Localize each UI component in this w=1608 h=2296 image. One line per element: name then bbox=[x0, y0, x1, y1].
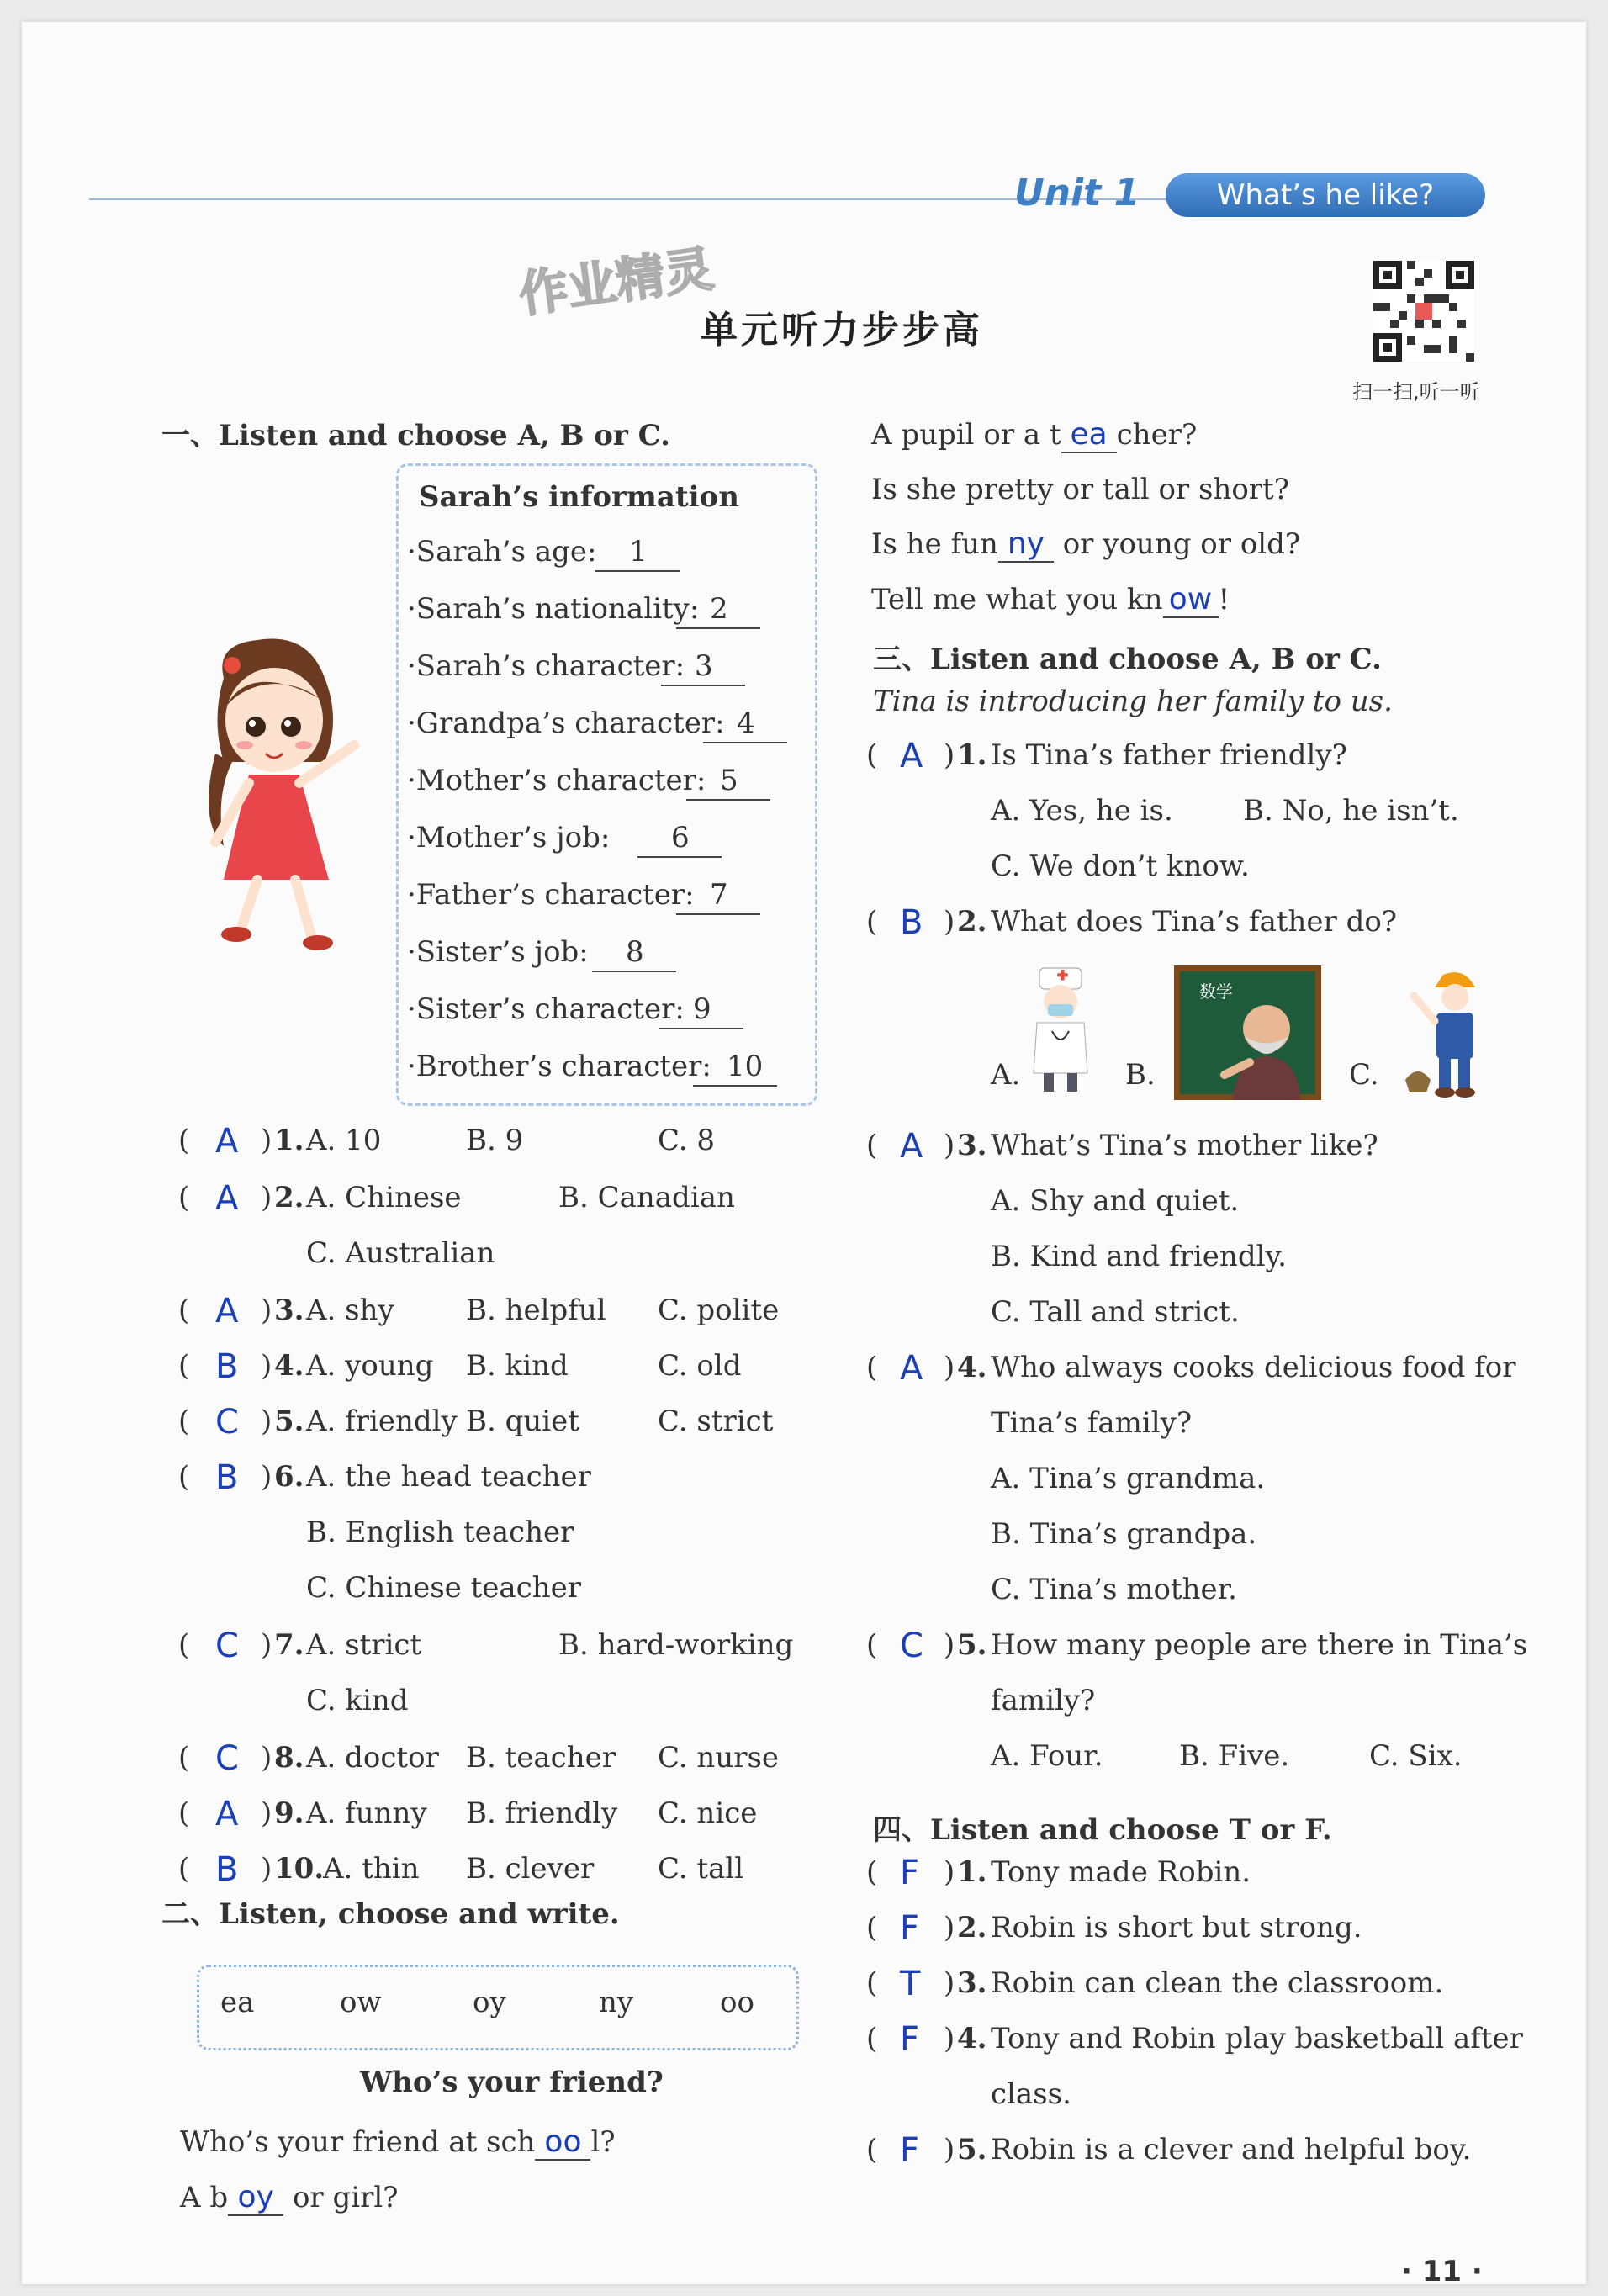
option-a: A. doctor bbox=[306, 1741, 439, 1775]
paren-open: ( bbox=[866, 738, 878, 772]
paren-open: ( bbox=[178, 1124, 190, 1157]
poem-line-text: l? bbox=[590, 2125, 616, 2159]
qr-caption: 扫一扫,听一听 bbox=[1352, 380, 1480, 404]
paren-open: ( bbox=[178, 1405, 190, 1438]
paren-open: ( bbox=[178, 1349, 190, 1383]
question-text: How many people are there in Tina’s bbox=[991, 1628, 1528, 1662]
question-text: Is Tina’s father friendly? bbox=[991, 738, 1347, 772]
info-number: 3 bbox=[695, 649, 713, 683]
paren-close: ) bbox=[261, 1852, 272, 1886]
answer-mark[interactable]: F bbox=[900, 1909, 920, 1948]
question-number: 7. bbox=[274, 1628, 304, 1662]
poem-fill-blank[interactable]: ow bbox=[1163, 582, 1219, 618]
question-number: 1. bbox=[957, 738, 987, 772]
poem-line-text: Tell me what you kn bbox=[871, 583, 1163, 616]
poem-fill-blank[interactable]: ea bbox=[1061, 417, 1117, 453]
option-b: B. 9 bbox=[466, 1124, 524, 1157]
option-b: B. kind bbox=[466, 1349, 569, 1383]
info-label: ·Sister’s character: bbox=[407, 992, 685, 1026]
info-blank[interactable] bbox=[686, 799, 770, 801]
section2-title: 二、Listen, choose and write. bbox=[161, 1897, 620, 1931]
answer-mark[interactable]: F bbox=[900, 2131, 920, 2170]
question-number: 2. bbox=[957, 1911, 987, 1944]
option-a: A. friendly bbox=[306, 1405, 458, 1438]
info-label: ·Brother’s character: bbox=[407, 1050, 711, 1083]
word-bank-item: oo bbox=[720, 1986, 754, 2019]
question-number: 8. bbox=[274, 1741, 304, 1775]
unit-subtitle-pill: What’s he like? bbox=[1166, 173, 1485, 217]
blackboard-text: 数学 bbox=[1199, 981, 1233, 1002]
section3-title: 三、Listen and choose A, B or C. bbox=[873, 643, 1382, 676]
question-number: 2. bbox=[274, 1181, 304, 1214]
paren-close: ) bbox=[944, 738, 955, 772]
question-text: Robin is a clever and helpful boy. bbox=[991, 2133, 1472, 2166]
question-number: 9. bbox=[274, 1796, 304, 1830]
option-a: A. funny bbox=[306, 1796, 427, 1830]
poem-line-text: cher? bbox=[1116, 418, 1198, 452]
info-number: 2 bbox=[710, 592, 728, 626]
option-b: B. Canadian bbox=[558, 1181, 735, 1214]
option-c: C. polite bbox=[658, 1293, 780, 1327]
option-c: C. nurse bbox=[658, 1741, 780, 1775]
question-text-cont: family? bbox=[991, 1684, 1096, 1717]
answer-mark[interactable]: F bbox=[900, 2020, 920, 2059]
answer-mark[interactable]: A bbox=[900, 1349, 923, 1388]
info-number: 5 bbox=[720, 764, 738, 797]
paren-close: ) bbox=[944, 1351, 955, 1384]
option: A. Tina’s grandma. bbox=[991, 1462, 1266, 1495]
answer-mark[interactable]: A bbox=[215, 1122, 239, 1161]
answer-mark[interactable]: A bbox=[900, 737, 923, 775]
info-number: 8 bbox=[626, 935, 644, 969]
info-label: ·Grandpa’s character: bbox=[407, 706, 725, 740]
question-number: 1. bbox=[957, 1855, 987, 1889]
answer-mark[interactable]: A bbox=[900, 1127, 923, 1166]
question-text: Robin can clean the classroom. bbox=[991, 1966, 1444, 2000]
option-c: C. Australian bbox=[306, 1236, 495, 1270]
question-number: 3. bbox=[957, 1129, 987, 1162]
paren-open: ( bbox=[866, 905, 878, 939]
paren-open: ( bbox=[866, 1966, 878, 2000]
info-blank[interactable] bbox=[661, 685, 745, 686]
option: B. Kind and friendly. bbox=[991, 1240, 1287, 1273]
option-c: C. 8 bbox=[658, 1124, 716, 1157]
worker-picture bbox=[1401, 962, 1494, 1101]
paren-open: ( bbox=[178, 1852, 190, 1886]
option-a: A. thin bbox=[323, 1852, 420, 1886]
question-number: 5. bbox=[957, 2133, 987, 2166]
info-blank[interactable] bbox=[703, 742, 787, 743]
info-label: ·Father’s character: bbox=[407, 878, 695, 912]
poem-line-text: or girl? bbox=[283, 2181, 399, 2214]
info-label: ·Sarah’s nationality: bbox=[407, 592, 700, 626]
option: A. Yes, he is. bbox=[991, 794, 1173, 828]
option-c: C. old bbox=[658, 1349, 742, 1383]
poem-line-text: Is she pretty or tall or short? bbox=[871, 473, 1289, 506]
question-number: 4. bbox=[274, 1349, 304, 1383]
info-box-title: Sarah’s information bbox=[419, 480, 739, 514]
answer-mark[interactable]: T bbox=[900, 1965, 921, 2003]
word-bank-item: oy bbox=[473, 1986, 506, 2019]
option: C. Tina’s mother. bbox=[991, 1573, 1237, 1606]
option: C. Tall and strict. bbox=[991, 1295, 1240, 1329]
option-a: A. 10 bbox=[306, 1124, 382, 1157]
poem-line-text: A pupil or a t bbox=[871, 418, 1061, 452]
word-bank-item: ea bbox=[220, 1986, 255, 2019]
info-number: 6 bbox=[671, 821, 690, 854]
unit-label: Unit 1 bbox=[1014, 172, 1140, 214]
section3-intro: Tina is introducing her family to us. bbox=[873, 685, 1393, 718]
paren-close: ) bbox=[261, 1124, 272, 1157]
answer-mark[interactable]: B bbox=[215, 1850, 239, 1889]
option: C. Six. bbox=[1369, 1739, 1463, 1773]
answer-mark[interactable]: A bbox=[215, 1795, 239, 1833]
option-b: B. friendly bbox=[466, 1796, 618, 1830]
question-number: 4. bbox=[957, 2022, 987, 2055]
question-text: Tony and Robin play basketball after bbox=[991, 2022, 1523, 2055]
info-blank[interactable] bbox=[592, 971, 676, 972]
paren-close: ) bbox=[944, 1855, 955, 1889]
section1-title: 一、Listen and choose A, B or C. bbox=[161, 419, 670, 452]
section4-title: 四、Listen and choose T or F. bbox=[873, 1813, 1332, 1847]
paren-open: ( bbox=[866, 2133, 878, 2166]
question-number: 5. bbox=[957, 1628, 987, 1662]
girl-illustration bbox=[165, 627, 392, 964]
option-c: C. nice bbox=[658, 1796, 758, 1830]
info-number: 9 bbox=[693, 992, 711, 1026]
option-a: A. strict bbox=[306, 1628, 422, 1662]
info-blank[interactable] bbox=[676, 913, 760, 915]
page-title: 单元听力步步高 bbox=[701, 309, 983, 352]
poem-line bbox=[871, 417, 1197, 453]
option: A. Four. bbox=[991, 1739, 1103, 1773]
info-number: 4 bbox=[737, 706, 755, 740]
option-a: A. young bbox=[306, 1349, 434, 1383]
paren-open: ( bbox=[866, 1628, 878, 1662]
paren-close: ) bbox=[944, 1129, 955, 1162]
poem-line bbox=[871, 582, 1230, 618]
option-b: B. hard-working bbox=[558, 1628, 794, 1662]
poem-fill-blank[interactable]: oo bbox=[535, 2124, 590, 2161]
option: B. Five. bbox=[1179, 1739, 1290, 1773]
option: C. We don’t know. bbox=[991, 849, 1250, 883]
option: B. Tina’s grandpa. bbox=[991, 1517, 1257, 1551]
paren-close: ) bbox=[944, 905, 955, 939]
page-number: · 11 · bbox=[1401, 2255, 1483, 2288]
info-blank[interactable] bbox=[637, 856, 722, 858]
question-number: 3. bbox=[957, 1966, 987, 2000]
info-blank[interactable] bbox=[595, 570, 680, 572]
poem-fill-blank[interactable]: ny bbox=[998, 526, 1054, 563]
option-b: B. teacher bbox=[466, 1741, 616, 1775]
poem-line-text: Is he fun bbox=[871, 527, 998, 561]
info-number: 7 bbox=[710, 878, 728, 912]
poem-title: Who’s your friend? bbox=[360, 2066, 664, 2099]
workbook-page bbox=[22, 22, 1586, 2288]
question-text: Who always cooks delicious food for bbox=[991, 1351, 1516, 1384]
poem-fill-blank[interactable]: oy bbox=[228, 2180, 283, 2216]
paren-close: ) bbox=[944, 1911, 955, 1944]
question-text-cont: class. bbox=[991, 2077, 1071, 2111]
question-number: 5. bbox=[274, 1405, 304, 1438]
info-number: 10 bbox=[727, 1050, 764, 1083]
paren-close: ) bbox=[261, 1181, 272, 1214]
option-c: C. strict bbox=[658, 1405, 774, 1438]
option: A. Shy and quiet. bbox=[991, 1184, 1240, 1218]
poem-line-text: ! bbox=[1218, 583, 1230, 616]
paren-close: ) bbox=[944, 1628, 955, 1662]
qr-code-icon[interactable] bbox=[1373, 259, 1474, 363]
info-blank[interactable] bbox=[659, 1028, 743, 1029]
poem-line-text: Who’s your friend at sch bbox=[180, 2125, 536, 2159]
poem-line-text: A b bbox=[180, 2181, 229, 2214]
answer-mark[interactable]: C bbox=[900, 1627, 923, 1665]
paren-open: ( bbox=[866, 1351, 878, 1384]
poem-line bbox=[871, 473, 1289, 506]
question-text: Robin is short but strong. bbox=[991, 1911, 1362, 1944]
paren-close: ) bbox=[261, 1796, 272, 1830]
info-label: ·Mother’s job: bbox=[407, 821, 611, 854]
info-blank[interactable] bbox=[693, 1085, 777, 1087]
poem-line bbox=[180, 2124, 616, 2161]
question-text: Tony made Robin. bbox=[991, 1855, 1251, 1889]
paren-open: ( bbox=[178, 1741, 190, 1775]
paren-close: ) bbox=[261, 1460, 272, 1494]
option: C. bbox=[1349, 1058, 1379, 1092]
teacher-picture bbox=[1174, 965, 1325, 1100]
option: B. No, he isn’t. bbox=[1243, 794, 1459, 828]
option: B. bbox=[1125, 1058, 1156, 1092]
option-b: B. quiet bbox=[466, 1405, 579, 1438]
answer-mark[interactable]: C bbox=[215, 1627, 239, 1665]
paren-open: ( bbox=[178, 1460, 190, 1494]
question-number: 10. bbox=[274, 1852, 325, 1886]
question-text: What does Tina’s father do? bbox=[991, 905, 1398, 939]
paren-open: ( bbox=[178, 1796, 190, 1830]
info-label: ·Sister’s job: bbox=[407, 935, 589, 969]
answer-mark[interactable]: C bbox=[215, 1403, 239, 1442]
info-label: ·Sarah’s character: bbox=[407, 649, 685, 683]
paren-close: ) bbox=[261, 1628, 272, 1662]
paren-close: ) bbox=[261, 1405, 272, 1438]
answer-mark[interactable]: B bbox=[900, 903, 923, 942]
info-label: ·Sarah’s age: bbox=[407, 535, 597, 569]
option: A. bbox=[991, 1058, 1021, 1092]
paren-open: ( bbox=[866, 1911, 878, 1944]
paren-close: ) bbox=[261, 1293, 272, 1327]
option-b: B. helpful bbox=[466, 1293, 606, 1327]
paren-close: ) bbox=[944, 2022, 955, 2055]
option-c: C. kind bbox=[306, 1684, 409, 1717]
answer-mark[interactable]: A bbox=[215, 1292, 239, 1331]
question-number: 6. bbox=[274, 1460, 304, 1494]
word-bank-item: ow bbox=[340, 1986, 382, 2019]
paren-close: ) bbox=[261, 1349, 272, 1383]
option-a: A. the head teacher bbox=[306, 1460, 591, 1494]
paren-close: ) bbox=[944, 1966, 955, 2000]
paren-open: ( bbox=[866, 2022, 878, 2055]
answer-mark[interactable]: F bbox=[900, 1854, 920, 1892]
paren-open: ( bbox=[866, 1855, 878, 1889]
option-c: C. Chinese teacher bbox=[306, 1571, 581, 1605]
option-a: A. Chinese bbox=[306, 1181, 462, 1214]
option-c: C. tall bbox=[658, 1852, 744, 1886]
answer-mark[interactable]: B bbox=[215, 1347, 239, 1386]
poem-line-text: or young or old? bbox=[1053, 527, 1301, 561]
paren-open: ( bbox=[178, 1181, 190, 1214]
info-blank[interactable] bbox=[676, 627, 760, 629]
poem-line bbox=[180, 2180, 398, 2216]
doctor-picture bbox=[1018, 964, 1103, 1098]
question-text-cont: Tina’s family? bbox=[991, 1406, 1193, 1440]
option-b: B. English teacher bbox=[306, 1516, 574, 1549]
question-text: What’s Tina’s mother like? bbox=[991, 1129, 1378, 1162]
answer-mark[interactable]: A bbox=[215, 1179, 239, 1218]
question-number: 1. bbox=[274, 1124, 304, 1157]
option-b: B. clever bbox=[466, 1852, 595, 1886]
paren-open: ( bbox=[178, 1293, 190, 1327]
info-number: 1 bbox=[629, 535, 648, 569]
paren-close: ) bbox=[261, 1741, 272, 1775]
paren-close: ) bbox=[944, 2133, 955, 2166]
paren-open: ( bbox=[866, 1129, 878, 1162]
paren-open: ( bbox=[178, 1628, 190, 1662]
answer-mark[interactable]: C bbox=[215, 1739, 239, 1778]
answer-mark[interactable]: B bbox=[215, 1458, 239, 1497]
info-label: ·Mother’s character: bbox=[407, 764, 706, 797]
watermark: 作业精灵 bbox=[516, 240, 717, 324]
question-number: 3. bbox=[274, 1293, 304, 1327]
question-number: 4. bbox=[957, 1351, 987, 1384]
option-a: A. shy bbox=[306, 1293, 394, 1327]
poem-line bbox=[871, 526, 1300, 563]
word-bank-item: ny bbox=[599, 1986, 634, 2019]
question-number: 2. bbox=[957, 905, 987, 939]
